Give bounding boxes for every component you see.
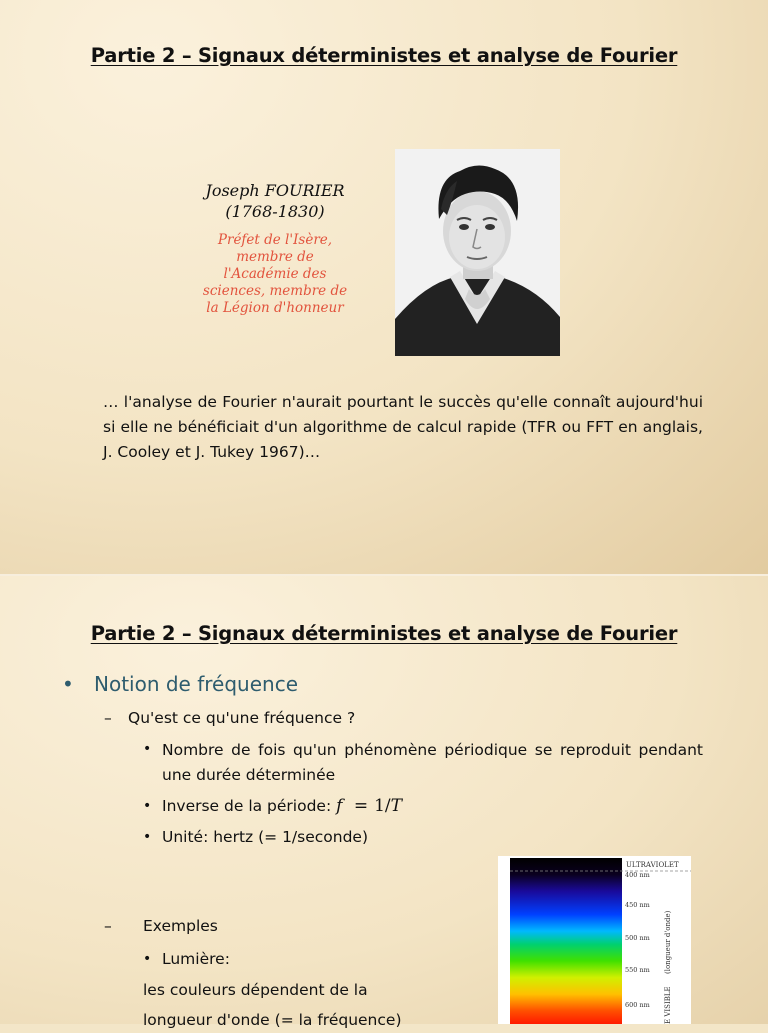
bullet-text: Notion de fréquence xyxy=(94,672,299,696)
intro-paragraph: … l'analyse de Fourier n'aurait pourtant le succès qu'elle connaît aujourd'hui si elle ne bénéficiait d'un algorithme de calcul rapide (TFR ou FFT en anglais, J. Cooley et J. Tukey 1967)… xyxy=(103,393,703,461)
slide-2-title: Partie 2 – Signaux déterministes et analyse de Fourier xyxy=(90,622,678,645)
spectrum-tick-label: 600 nm xyxy=(625,1001,650,1009)
spectrum-tick-label: 400 nm xyxy=(625,871,650,879)
visible-spectrum-figure xyxy=(498,856,691,1024)
caption-roles xyxy=(170,232,380,317)
light-text-line-2: longueur d'onde (= la fréquence) xyxy=(143,1011,402,1029)
formula-eq: = xyxy=(353,796,369,816)
caption-role-line: l'Académie des xyxy=(223,266,327,282)
dash-icon: – xyxy=(104,917,112,935)
definition-item: Nombre de fois qu'un phénomène périodique se reproduit pendant une durée déterminée xyxy=(162,741,703,784)
examples-heading: Exemples xyxy=(143,917,218,935)
spectrum-tick-label: 500 nm xyxy=(625,934,650,942)
formula-T: T xyxy=(390,796,402,816)
dash-icon: – xyxy=(104,709,112,727)
sub-question: Qu'est ce qu'une fréquence ? xyxy=(128,709,356,727)
caption-role-line: la Légion d'honneur xyxy=(206,300,344,316)
spectrum-side-label: (longueur d'onde) xyxy=(664,910,672,974)
caption-role-line: sciences, membre de xyxy=(202,283,348,299)
bullet-dot-icon: • xyxy=(62,672,74,696)
spectrum-side-label-2: E VISIBLE xyxy=(664,986,672,1024)
formula-f: f xyxy=(336,796,343,816)
fourier-portrait xyxy=(395,149,560,356)
caption-role-line: membre de xyxy=(236,249,314,265)
unit-item: Unité: hertz (= 1/seconde) xyxy=(162,828,369,846)
spectrum-tick-label: 550 nm xyxy=(625,966,650,974)
bullet-dot-icon: • xyxy=(143,741,152,757)
inverse-period-item xyxy=(162,794,402,819)
light-text-line-1: les couleurs dépendent de la xyxy=(143,981,368,999)
spectrum-top-label: ULTRAVIOLET xyxy=(626,861,679,869)
caption-name: Joseph FOURIER xyxy=(205,181,345,200)
bullet-dot-icon: • xyxy=(143,829,152,845)
bullet-dot-icon: • xyxy=(143,798,152,814)
slide-1-title: Partie 2 – Signaux déterministes et analyse de Fourier xyxy=(90,44,678,67)
caption-role-line: Préfet de l'Isère, xyxy=(217,232,333,248)
bullet-dot-icon: • xyxy=(143,951,152,967)
inverse-period-text: Inverse de la période: xyxy=(162,797,337,815)
formula-one-over: 1/ xyxy=(374,796,391,816)
spectrum-gradient xyxy=(510,858,622,1024)
light-item: Lumière: xyxy=(162,950,230,968)
caption-dates: (1768-1830) xyxy=(225,202,325,221)
frequency-formula xyxy=(336,796,402,816)
spectrum-tick-label: 450 nm xyxy=(625,901,650,909)
